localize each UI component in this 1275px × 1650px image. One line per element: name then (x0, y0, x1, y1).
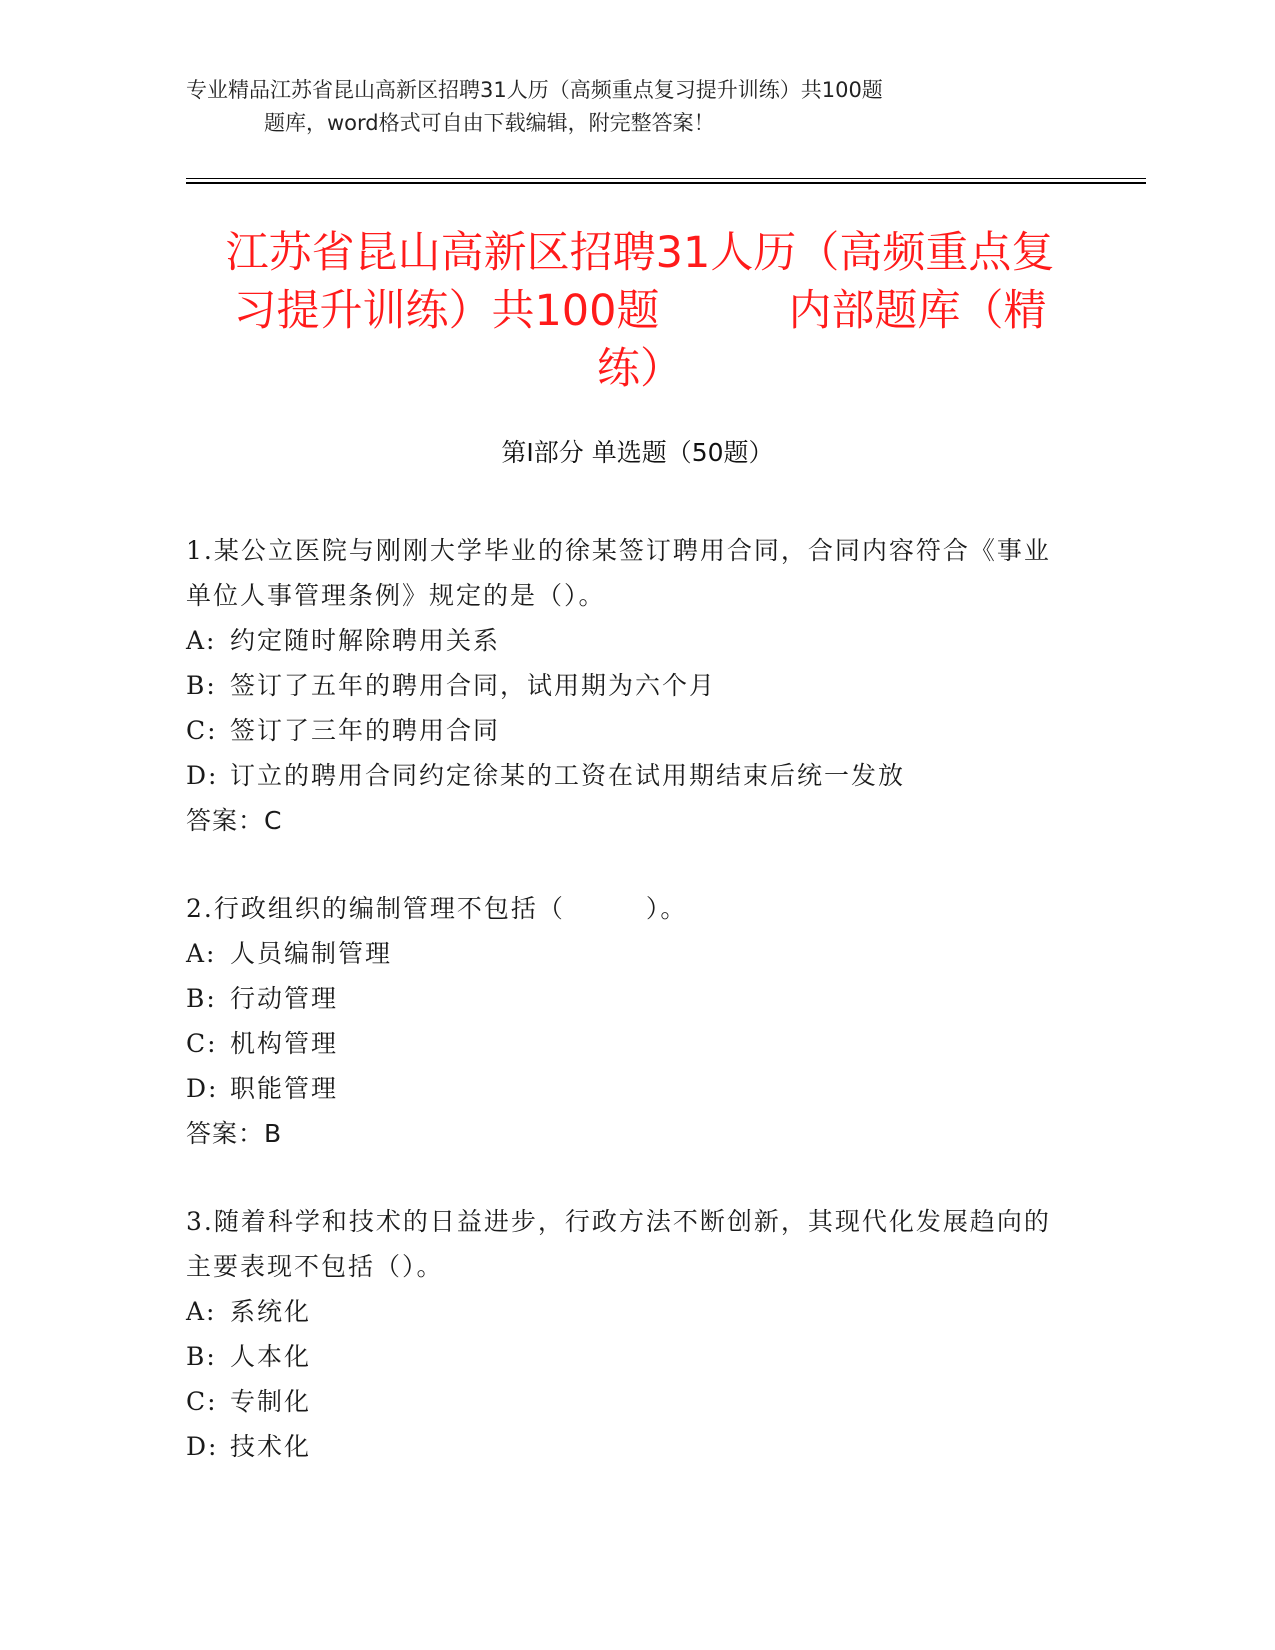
header-note-line-2: 题库，word格式可自由下载编辑，附完整答案！ (264, 111, 715, 135)
option-d (186, 1424, 1066, 1469)
question-3 (186, 1199, 1066, 1469)
option-key: B: (186, 1342, 217, 1371)
option-b (186, 976, 1066, 1021)
option-text: 行动管理 (230, 984, 339, 1013)
option-d (186, 753, 1066, 798)
document-title-line-1: 江苏省昆山高新区招聘31人历（高频重点复 (225, 228, 1055, 278)
option-text: 专制化 (230, 1387, 312, 1416)
document-title-line-3: 练） (597, 344, 683, 394)
option-key: B: (186, 984, 217, 1013)
question-list (186, 528, 1066, 1512)
option-text: 签订了三年的聘用合同 (230, 716, 501, 745)
answer-label: 答案：C (186, 806, 283, 835)
option-b (186, 1334, 1066, 1379)
option-key: A: (186, 1297, 217, 1326)
answer-label: 答案：B (186, 1119, 283, 1148)
option-key: A: (186, 939, 217, 968)
option-a (186, 1289, 1066, 1334)
option-c (186, 708, 1066, 753)
option-a (186, 618, 1066, 663)
document-title-line-2: 习提升训练）共100题 内部题库（精 (233, 286, 1047, 336)
option-text: 签订了五年的聘用合同，试用期为六个月 (230, 671, 717, 700)
section-title: 第I部分 单选题（50题） (501, 438, 774, 467)
document-title (180, 224, 1100, 398)
option-d (186, 1066, 1066, 1111)
option-key: D: (186, 761, 219, 790)
option-c (186, 1379, 1066, 1424)
option-text: 系统化 (230, 1297, 312, 1326)
question-1 (186, 528, 1066, 843)
option-text: 职能管理 (230, 1074, 339, 1103)
question-stem: 3.随着科学和技术的日益进步，行政方法不断创新，其现代化发展趋向的主要表现不包括（）。 (186, 1207, 1051, 1281)
option-key: D: (186, 1432, 219, 1461)
question-2 (186, 886, 1066, 1156)
option-text: 订立的聘用合同约定徐某的工资在试用期结束后统一发放 (230, 761, 906, 790)
option-text: 技术化 (230, 1432, 312, 1461)
option-key: A: (186, 626, 217, 655)
option-text: 人本化 (230, 1342, 312, 1371)
option-key: C: (186, 716, 218, 745)
question-stem: 2.行政组织的编制管理不包括（ ）。 (186, 894, 688, 923)
option-text: 机构管理 (230, 1029, 339, 1058)
header-divider-thick (186, 182, 1146, 184)
option-text: 人员编制管理 (230, 939, 393, 968)
option-key: B: (186, 671, 217, 700)
option-c (186, 1021, 1066, 1066)
option-b (186, 663, 1066, 708)
option-key: C: (186, 1029, 218, 1058)
header-note-line-1: 专业精品江苏省昆山高新区招聘31人历（高频重点复习提升训练）共100题 (186, 78, 883, 102)
question-stem: 1.某公立医院与刚刚大学毕业的徐某签订聘用合同，合同内容符合《事业单位人事管理条例》规定的是（）。 (186, 536, 1051, 610)
option-key: D: (186, 1074, 219, 1103)
option-key: C: (186, 1387, 218, 1416)
header-note (186, 74, 1066, 140)
option-text: 约定随时解除聘用关系 (230, 626, 501, 655)
header-divider-thin (186, 178, 1146, 179)
option-a (186, 931, 1066, 976)
